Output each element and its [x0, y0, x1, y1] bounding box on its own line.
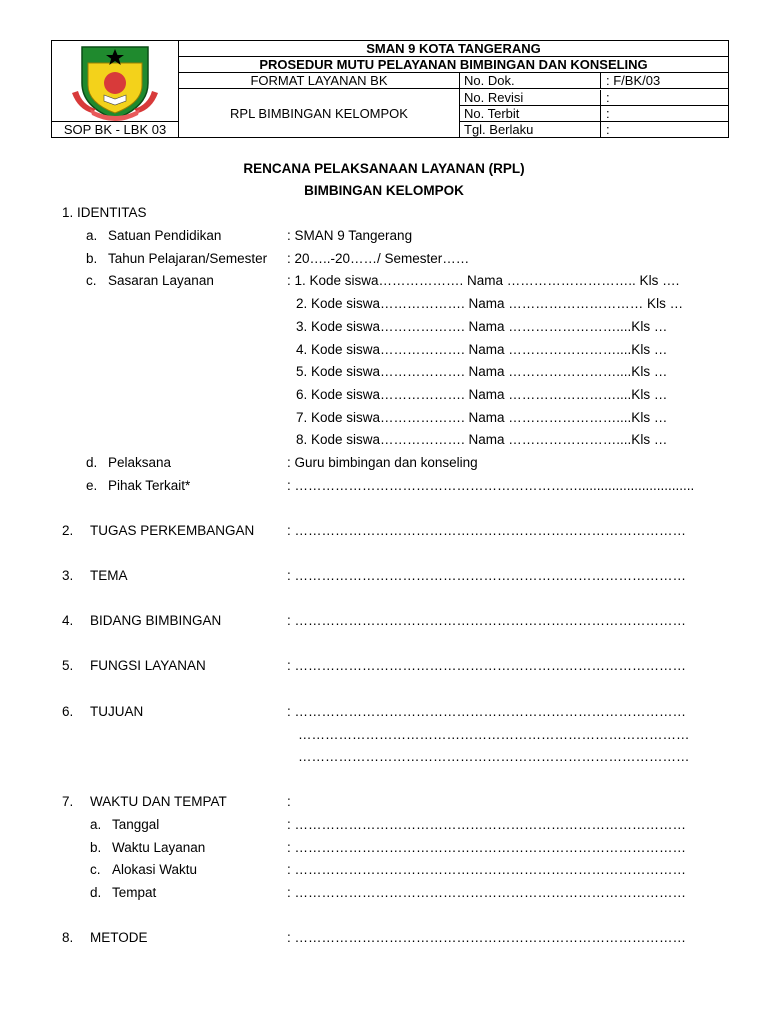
identity-item-b-label: Tahun Pelajaran/Semester [108, 251, 268, 266]
school-name: SMAN 9 KOTA TANGERANG [179, 41, 729, 57]
section-4-fill-line: : …………………………………………………………………………… [287, 613, 687, 628]
target-student-row: : 1. Kode siswa………………. Nama ……………………….. Kls …. [287, 273, 680, 288]
target-student-row: 7. Kode siswa………………. Nama ……………………....Kls … [296, 410, 668, 425]
meta-label: No. Revisi [460, 90, 601, 105]
section-number: 1. [62, 205, 74, 220]
school-logo [52, 41, 178, 121]
sop-code: SOP BK - LBK 03 [52, 121, 178, 137]
section-4-label: BIDANG BIMBINGAN [90, 613, 222, 628]
meta-label: No. Terbit [460, 106, 601, 121]
section-8-label: METODE [90, 930, 148, 945]
time-item-b-label: Waktu Layanan [112, 840, 206, 855]
identity-item-b-value: : 20…..-20……/ Semester…… [287, 251, 470, 266]
section-3-label: TEMA [90, 568, 128, 583]
section-2-fill-line: : …………………………………………………………………………… [287, 523, 687, 538]
identity-item-a-label: Satuan Pendidikan [108, 228, 222, 243]
meta-row-3 [460, 122, 729, 138]
rpl-label: RPL BIMBINGAN KELOMPOK [179, 89, 460, 138]
identity-item-a-value: : SMAN 9 Tangerang [287, 228, 413, 243]
section-5-label: FUNGSI LAYANAN [90, 658, 206, 673]
document-title: RENCANA PELAKSANAAN LAYANAN (RPL) [243, 161, 525, 176]
time-item-a-fill-line: : …………………………………………………………………………… [287, 817, 687, 832]
section-label: IDENTITAS [77, 205, 147, 220]
time-item-a-key: a. [90, 817, 102, 832]
identity-item-e-key: e. [86, 478, 98, 493]
section-8-number: 8. [62, 930, 74, 945]
meta-row-0 [460, 73, 729, 89]
meta-value: : [606, 89, 610, 105]
section-6-fill-line: : …………………………………………………………………………… [287, 704, 687, 719]
document-header-table [51, 40, 729, 138]
identity-item-c-label: Sasaran Layanan [108, 273, 214, 288]
format-label: FORMAT LAYANAN BK [179, 73, 460, 89]
section-5-fill-line: : …………………………………………………………………………… [287, 658, 687, 673]
section-7-colon: : [287, 794, 291, 809]
document-subtitle: BIMBINGAN KELOMPOK [304, 183, 464, 198]
time-item-b-key: b. [90, 840, 102, 855]
section-2-label: TUGAS PERKEMBANGAN [90, 523, 255, 538]
section-4-number: 4. [62, 613, 74, 628]
meta-value: : F/BK/03 [606, 73, 661, 88]
section-6-fill-line: …………………………………………………………………………… [298, 749, 690, 764]
school-emblem-icon [52, 41, 178, 121]
target-student-row: 4. Kode siswa………………. Nama ……………………....Kls … [296, 342, 668, 357]
target-student-row: 3. Kode siswa………………. Nama ……………………....Kls … [296, 319, 668, 334]
identity-item-d-value: : Guru bimbingan dan konseling [287, 455, 478, 470]
section-8-fill-line: : …………………………………………………………………………… [287, 930, 687, 945]
identity-item-c-key: c. [86, 273, 97, 288]
meta-label: No. Dok. [460, 73, 601, 88]
section-7-number: 7. [62, 794, 74, 809]
time-item-d-key: d. [90, 885, 102, 900]
target-student-row: 6. Kode siswa………………. Nama ……………………....Kls … [296, 387, 668, 402]
identity-item-d-key: d. [86, 455, 98, 470]
time-item-c-fill-line: : …………………………………………………………………………… [287, 862, 687, 877]
meta-label: Tgl. Berlaku [460, 122, 601, 137]
section-6-fill-line: …………………………………………………………………………… [298, 727, 690, 742]
identity-item-d-label: Pelaksana [108, 455, 172, 470]
section-7-label: WAKTU DAN TEMPAT [90, 794, 227, 809]
target-student-row: 5. Kode siswa………………. Nama ……………………....Kls … [296, 364, 668, 379]
meta-row-1 [460, 89, 729, 106]
target-student-row: 8. Kode siswa………………. Nama ……………………....Kls … [296, 432, 668, 447]
section-3-number: 3. [62, 568, 74, 583]
identity-item-b-key: b. [86, 251, 98, 266]
meta-value: : [606, 106, 610, 121]
meta-value: : [606, 122, 610, 137]
time-item-d-label: Tempat [112, 885, 157, 900]
target-student-row: 2. Kode siswa………………. Nama ………………………… Kls … [296, 296, 684, 311]
procedure-title: PROSEDUR MUTU PELAYANAN BIMBINGAN DAN KONSELING [179, 57, 729, 73]
identity-item-e-label: Pihak Terkait* [108, 478, 191, 493]
time-item-b-fill-line: : …………………………………………………………………………… [287, 840, 687, 855]
time-item-a-label: Tanggal [112, 817, 160, 832]
section-6-label: TUJUAN [90, 704, 144, 719]
section-6-number: 6. [62, 704, 74, 719]
section-5-number: 5. [62, 658, 74, 673]
section-2-number: 2. [62, 523, 74, 538]
section-1-heading [62, 205, 147, 220]
meta-row-2 [460, 106, 729, 122]
identity-item-a-key: a. [86, 228, 98, 243]
time-item-c-label: Alokasi Waktu [112, 862, 198, 877]
section-3-fill-line: : …………………………………………………………………………… [287, 568, 687, 583]
time-item-c-key: c. [90, 862, 101, 877]
identity-item-e-value: : ………………………………………………………............................... [287, 478, 695, 493]
logo-cell [52, 41, 179, 138]
time-item-d-fill-line: : …………………………………………………………………………… [287, 885, 687, 900]
